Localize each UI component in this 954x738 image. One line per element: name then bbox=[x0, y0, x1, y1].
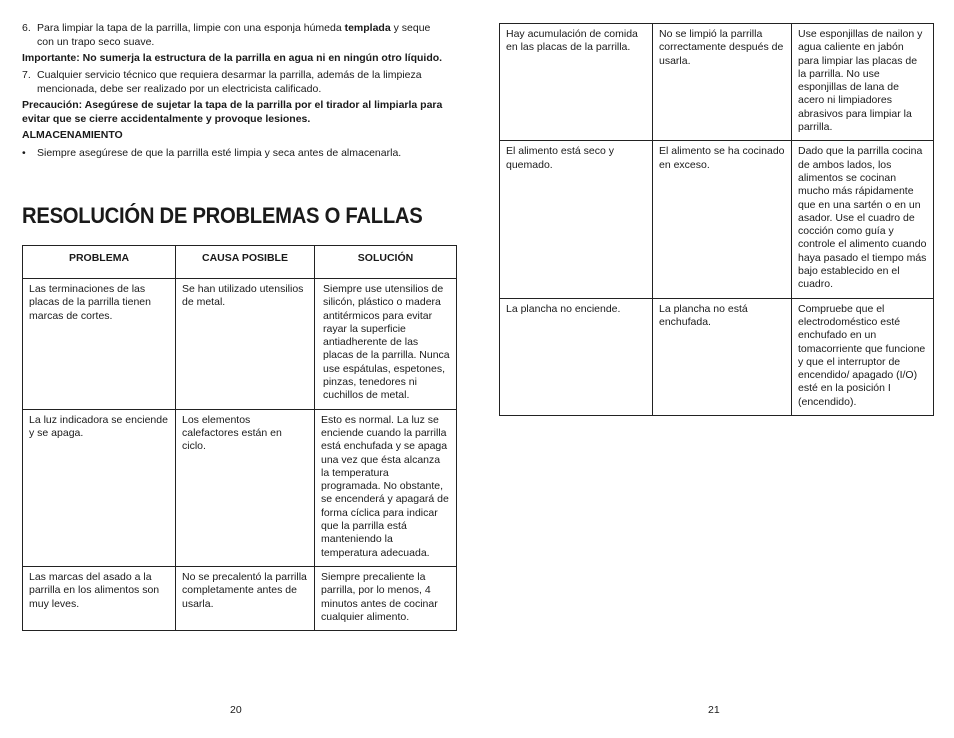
cause-cell: No se limpió la parrilla correctamente después de usarla. bbox=[653, 24, 792, 141]
table-row bbox=[23, 409, 457, 566]
cleaning-step-6 bbox=[22, 21, 442, 49]
cleaning-step-7 bbox=[22, 68, 442, 96]
step-text-part: Para limpiar la tapa de la parrilla, limpie con una esponja húmeda bbox=[37, 22, 345, 34]
step-text bbox=[22, 21, 442, 49]
precaucion-note: Precaución: Asegúrese de sujetar la tapa de la parrilla por el tirador al limpiarla para evitar que se cierre accidentalmente y provoque lesiones. bbox=[22, 99, 443, 125]
right-page bbox=[477, 0, 954, 738]
table-row bbox=[500, 24, 934, 141]
troubleshooting-table bbox=[22, 245, 457, 631]
solution-cell: Compruebe que el electrodoméstico esté enchufado en un tomacorriente que funcione y que el interruptor de encendido/ apagado (I/O) esté en la posición I (encendido). bbox=[792, 298, 934, 415]
solution-cell: Use esponjillas de nailon y agua caliente en jabón para limpiar las placas de la parrilla. No use esponjillas de lana de acero ni limpiadores abrasivos para limpiar la parrilla. bbox=[792, 24, 934, 141]
cause-cell: Los elementos calefactores están en ciclo. bbox=[176, 409, 315, 566]
cause-cell: La plancha no está enchufada. bbox=[653, 298, 792, 415]
page-number: 21 bbox=[708, 704, 720, 716]
problem-cell: El alimento está seco y quemado. bbox=[500, 141, 653, 298]
step-text-part: y seque con un trapo seco suave. bbox=[37, 22, 431, 48]
importante-note: Importante: No sumerja la estructura de la parrilla en agua ni en ningún otro líquido. bbox=[22, 52, 443, 64]
step-text-bold: templada bbox=[344, 22, 391, 34]
cause-cell: Se han utilizado utensilios de metal. bbox=[176, 279, 315, 410]
problem-cell: Las marcas del asado a la parrilla en los alimentos son muy leves. bbox=[23, 566, 176, 630]
problem-cell: La plancha no enciende. bbox=[500, 298, 653, 415]
solution-cell: Dado que la parrilla cocina de ambos lados, los alimentos se cocinan mucho más rápidamente que en una sartén o en un asador. Use el cuadro de cocción como guía y controle el alimento cuando haya pasado el tiempo más bajo establecido en el cuadro. bbox=[792, 141, 934, 298]
step-text: Cualquier servicio técnico que requiera desarmar la parrilla, además de la limpieza mencionada, debe ser realizado por un electricista calificado. bbox=[37, 69, 422, 95]
step-number: 6. bbox=[22, 22, 31, 34]
troubleshooting-table-continued bbox=[499, 23, 934, 416]
column-header-solucion: SOLUCIÓN bbox=[315, 246, 457, 279]
table-row bbox=[23, 279, 457, 410]
column-header-problema: PROBLEMA bbox=[23, 246, 176, 279]
almacenamiento-text: Siempre asegúrese de que la parrilla esté limpia y seca antes de almacenarla. bbox=[37, 147, 402, 159]
cause-cell: El alimento se ha cocinado en exceso. bbox=[653, 141, 792, 298]
problem-cell: Hay acumulación de comida en las placas de la parrilla. bbox=[500, 24, 653, 141]
problem-cell: Las terminaciones de las placas de la parrilla tienen marcas de cortes. bbox=[23, 279, 176, 410]
bullet-icon: • bbox=[22, 147, 26, 159]
cause-cell: No se precalentó la parrilla completamente antes de usarla. bbox=[176, 566, 315, 630]
almacenamiento-title: ALMACENAMIENTO bbox=[22, 129, 123, 141]
solution-cell: Siempre use utensilios de silicón, plástico o madera antitérmicos para evitar rayar la superficie antiadherente de las placas de la parrilla. Nunca use espátulas, espetones, pinzas, tenedores ni cuchillos de metal. bbox=[315, 279, 457, 410]
step-number: 7. bbox=[22, 69, 31, 81]
page-title: RESOLUCIÓN DE PROBLEMAS O FALLAS bbox=[22, 203, 423, 228]
column-header-causa: CAUSA POSIBLE bbox=[176, 246, 315, 279]
page-number: 20 bbox=[230, 704, 242, 716]
problem-cell: La luz indicadora se enciende y se apaga. bbox=[23, 409, 176, 566]
almacenamiento-bullet bbox=[22, 146, 442, 160]
solution-cell: Esto es normal. La luz se enciende cuando la parrilla está enchufada y se apaga una vez que ésta alcanza la temperatura programada. No obstante, se encenderá y apagará de forma cíclica para indicar que la parrilla está manteniendo la temperatura adecuada. bbox=[315, 409, 457, 566]
table-row bbox=[23, 566, 457, 630]
table-row bbox=[500, 141, 934, 298]
table-row bbox=[500, 298, 934, 415]
solution-cell: Siempre precaliente la parrilla, por lo menos, 4 minutos antes de cocinar cualquier alimento. bbox=[315, 566, 457, 630]
table-header-row bbox=[23, 246, 457, 279]
